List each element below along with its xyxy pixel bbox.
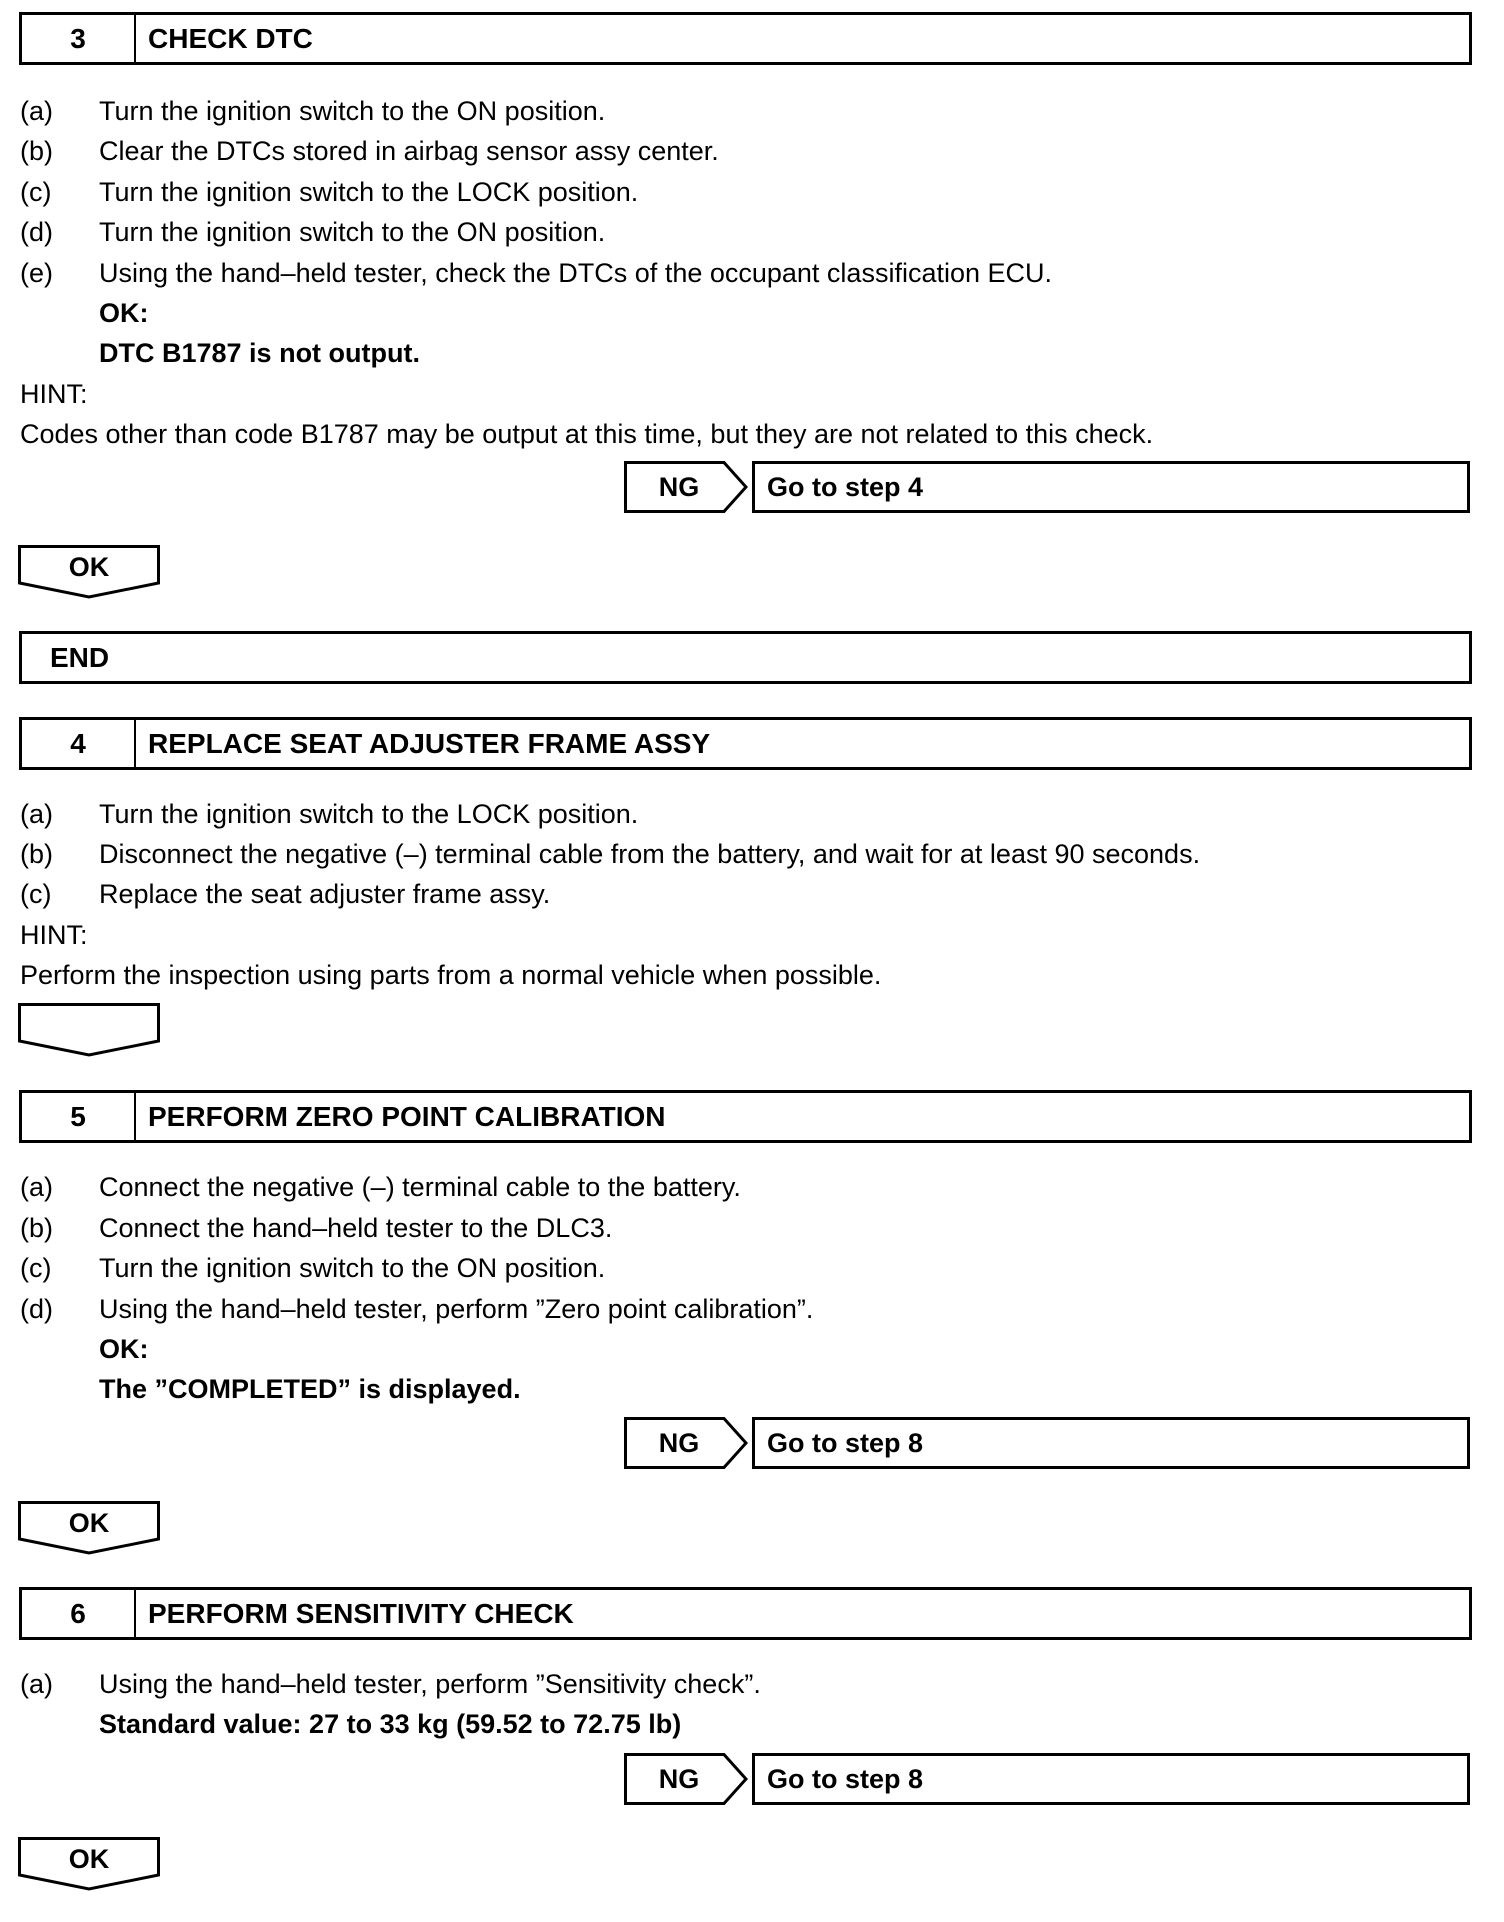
step-number: 3	[22, 15, 136, 62]
item-label: (a)	[20, 1669, 53, 1699]
item-label: (a)	[20, 96, 53, 126]
ng-goto-text: Go to step 8	[767, 1764, 924, 1794]
item-text: Using the hand–held tester, perform ”Sensitivity check”.	[99, 1669, 761, 1699]
ng-goto-text: Go to step 4	[767, 472, 924, 502]
item-text: Clear the DTCs stored in airbag sensor assy center.	[99, 136, 719, 166]
item-label: (d)	[20, 1294, 53, 1324]
ng-arrow[interactable]	[624, 1753, 748, 1805]
hint-label: HINT:	[20, 379, 88, 409]
ok-arrow-label: OK	[68, 552, 110, 582]
ng-goto-box[interactable]	[752, 1417, 1470, 1469]
ng-arrow[interactable]	[624, 461, 748, 513]
item-text: Connect the hand–held tester to the DLC3.	[99, 1213, 613, 1243]
ng-goto-text: Go to step 8	[767, 1428, 924, 1458]
item-text: Using the hand–held tester, perform ”Zero point calibration”.	[99, 1294, 814, 1324]
ng-goto-box[interactable]	[752, 461, 1470, 513]
end-box	[19, 631, 1472, 684]
ok-label: OK:	[99, 298, 149, 328]
ng-arrow[interactable]	[624, 1417, 748, 1469]
item-label: (b)	[20, 839, 53, 869]
ok-arrow[interactable]	[18, 1501, 160, 1555]
item-label: (e)	[20, 258, 53, 288]
item-text: Turn the ignition switch to the ON position.	[99, 217, 606, 247]
step-number: 6	[22, 1590, 136, 1637]
step-title: PERFORM SENSITIVITY CHECK	[148, 1598, 574, 1629]
next-arrow[interactable]	[18, 1003, 160, 1057]
ng-label: NG	[658, 472, 700, 502]
item-text: Turn the ignition switch to the LOCK position.	[99, 177, 639, 207]
step-title: CHECK DTC	[148, 23, 313, 54]
item-label: (a)	[20, 799, 53, 829]
ng-label: NG	[658, 1428, 700, 1458]
item-text: Disconnect the negative (–) terminal cable from the battery, and wait for at least 90 seconds.	[99, 839, 1201, 869]
ok-criteria: The ”COMPLETED” is displayed.	[99, 1374, 521, 1404]
item-label: (a)	[20, 1172, 53, 1202]
step-3-header	[19, 12, 1472, 65]
ok-label: OK:	[99, 1334, 149, 1364]
ok-arrow-label: OK	[68, 1508, 110, 1538]
item-label: (d)	[20, 217, 53, 247]
ok-arrow[interactable]	[18, 545, 160, 599]
item-label: (b)	[20, 136, 53, 166]
step-number: 5	[22, 1093, 136, 1140]
down-arrow-shape-icon	[18, 1003, 160, 1057]
ok-criteria: DTC B1787 is not output.	[99, 338, 421, 368]
item-text: Using the hand–held tester, check the DTCs of the occupant classification ECU.	[99, 258, 1053, 288]
ok-arrow[interactable]	[18, 1837, 160, 1891]
item-label: (b)	[20, 1213, 53, 1243]
standard-value: Standard value: 27 to 33 kg (59.52 to 72.75 lb)	[99, 1709, 682, 1739]
hint-label: HINT:	[20, 920, 88, 950]
end-label: END	[50, 642, 110, 673]
item-text: Turn the ignition switch to the ON position.	[99, 1253, 606, 1283]
hint-text: Perform the inspection using parts from a normal vehicle when possible.	[20, 960, 882, 990]
hint-text: Codes other than code B1787 may be output at this time, but they are not related to this check.	[20, 419, 1154, 449]
item-label: (c)	[20, 177, 52, 207]
step-title: PERFORM ZERO POINT CALIBRATION	[148, 1101, 666, 1132]
ng-label: NG	[658, 1764, 700, 1794]
ok-arrow-label: OK	[68, 1844, 110, 1874]
item-text: Connect the negative (–) terminal cable to the battery.	[99, 1172, 741, 1202]
item-text: Replace the seat adjuster frame assy.	[99, 879, 551, 909]
step-5-header	[19, 1090, 1472, 1143]
item-text: Turn the ignition switch to the LOCK position.	[99, 799, 639, 829]
step-title: REPLACE SEAT ADJUSTER FRAME ASSY	[148, 728, 711, 759]
item-label: (c)	[20, 879, 52, 909]
step-4-header	[19, 717, 1472, 770]
ng-goto-box[interactable]	[752, 1753, 1470, 1805]
item-label: (c)	[20, 1253, 52, 1283]
item-text: Turn the ignition switch to the ON position.	[99, 96, 606, 126]
step-number: 4	[22, 720, 136, 767]
step-6-header	[19, 1587, 1472, 1640]
